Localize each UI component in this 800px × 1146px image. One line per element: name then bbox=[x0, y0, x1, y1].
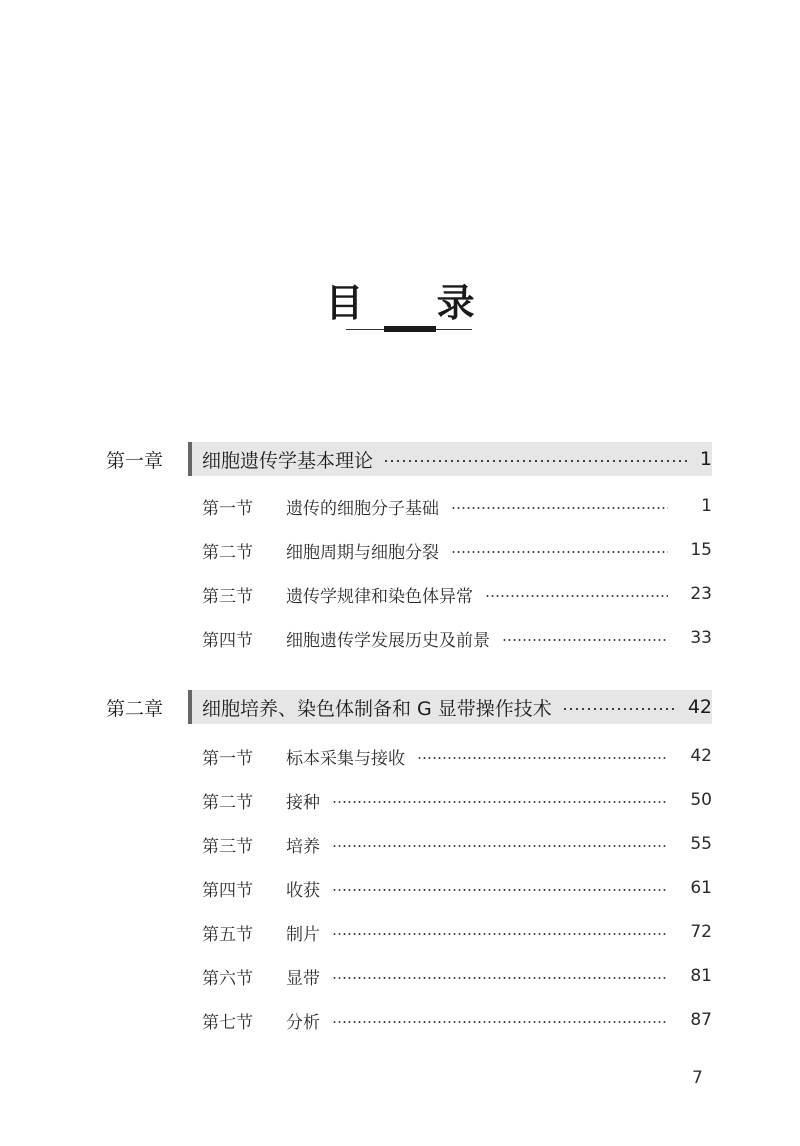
chapter-page: 1 bbox=[699, 448, 712, 470]
section-label: 第二节 bbox=[202, 792, 253, 813]
toc-section-entry[interactable] bbox=[202, 1007, 712, 1033]
section-page: 72 bbox=[690, 922, 712, 942]
section-page: 50 bbox=[690, 790, 712, 810]
section-page: 1 bbox=[701, 496, 712, 516]
dot-leader bbox=[417, 757, 668, 759]
toc-section-entry[interactable] bbox=[202, 743, 712, 769]
dot-leader bbox=[332, 977, 668, 979]
section-title: 显带 bbox=[286, 968, 320, 989]
toc-section-entry[interactable] bbox=[202, 875, 712, 901]
section-label: 第四节 bbox=[202, 880, 253, 901]
section-page: 61 bbox=[690, 878, 712, 898]
section-page: 87 bbox=[690, 1010, 712, 1030]
chapter-1-entry[interactable] bbox=[100, 442, 712, 476]
toc-section-entry[interactable] bbox=[202, 787, 712, 813]
chapter-2-entry[interactable] bbox=[100, 690, 712, 724]
section-page: 33 bbox=[690, 628, 712, 648]
dot-leader bbox=[451, 507, 668, 509]
toc-section-entry[interactable] bbox=[202, 493, 712, 519]
dot-leader bbox=[332, 1021, 668, 1023]
toc-section-entry[interactable] bbox=[202, 963, 712, 989]
section-title: 遗传的细胞分子基础 bbox=[286, 498, 439, 519]
section-label: 第一节 bbox=[202, 498, 253, 519]
section-label: 第二节 bbox=[202, 542, 253, 563]
section-page: 15 bbox=[690, 540, 712, 560]
section-title: 分析 bbox=[286, 1012, 320, 1033]
toc-section-entry[interactable] bbox=[202, 581, 712, 607]
section-label: 第三节 bbox=[202, 586, 253, 607]
page-number: 7 bbox=[692, 1068, 703, 1088]
section-page: 23 bbox=[690, 584, 712, 604]
section-title: 培养 bbox=[286, 836, 320, 857]
section-title: 接种 bbox=[286, 792, 320, 813]
chapter-label: 第一章 bbox=[106, 450, 164, 472]
toc-section-entry[interactable] bbox=[202, 537, 712, 563]
chapter-title: 细胞遗传学基本理论 bbox=[202, 449, 374, 472]
chapter-title-box bbox=[188, 442, 712, 476]
dot-leader bbox=[383, 460, 690, 462]
section-page: 55 bbox=[690, 834, 712, 854]
chapter-title: 细胞培养、染色体制备和 G 显带操作技术 bbox=[202, 697, 552, 720]
toc-section-entry[interactable] bbox=[202, 919, 712, 945]
dot-leader bbox=[485, 595, 668, 597]
section-page: 42 bbox=[690, 746, 712, 766]
title-underline-bar bbox=[384, 326, 436, 332]
section-label: 第五节 bbox=[202, 924, 253, 945]
toc-section-entry[interactable] bbox=[202, 625, 712, 651]
dot-leader bbox=[332, 845, 668, 847]
dot-leader bbox=[332, 933, 668, 935]
section-label: 第七节 bbox=[202, 1012, 253, 1033]
page-title: 目 录 bbox=[325, 281, 505, 325]
section-title: 细胞周期与细胞分裂 bbox=[286, 542, 439, 563]
dot-leader bbox=[562, 708, 678, 710]
dot-leader bbox=[502, 639, 668, 641]
dot-leader bbox=[332, 889, 668, 891]
section-label: 第四节 bbox=[202, 630, 253, 651]
section-title: 标本采集与接收 bbox=[286, 748, 405, 769]
section-label: 第三节 bbox=[202, 836, 253, 857]
section-title: 收获 bbox=[286, 880, 320, 901]
section-title: 制片 bbox=[286, 924, 320, 945]
section-title: 细胞遗传学发展历史及前景 bbox=[286, 630, 490, 651]
chapter-page: 42 bbox=[687, 696, 712, 718]
dot-leader bbox=[332, 801, 668, 803]
chapter-title-box bbox=[188, 690, 712, 724]
section-label: 第六节 bbox=[202, 968, 253, 989]
section-title: 遗传学规律和染色体异常 bbox=[286, 586, 473, 607]
section-page: 81 bbox=[690, 966, 712, 986]
chapter-label: 第二章 bbox=[106, 698, 164, 720]
dot-leader bbox=[451, 551, 668, 553]
toc-section-entry[interactable] bbox=[202, 831, 712, 857]
section-label: 第一节 bbox=[202, 748, 253, 769]
